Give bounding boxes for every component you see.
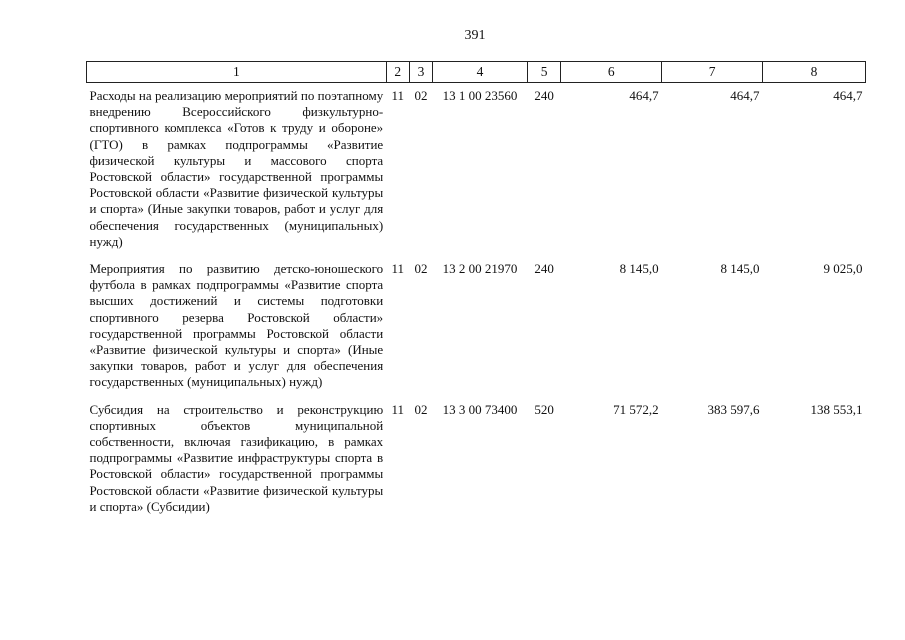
- amount-col7: 8 145,0: [720, 261, 760, 277]
- row-description: Субсидия на строительство и реконструкцию спортивных объектов муниципальной собственности, включая газификацию, в рамках подпрограммы «Развитие инфраструктуры спорта в Ростовской области» государственной программы Ростовской области «Развитие физической культуры и спорта» (Субсидии): [89, 401, 384, 514]
- amount-col8: 9 025,0: [823, 261, 863, 277]
- row-description: Расходы на реализацию мероприятий по поэтапному внедрению Всероссийского физкультурно-спортивного комплекса «Готов к труду и обороне» (ГТО) в рамках подпрограммы «Развитие физической культуры и массового спорта Ростовской области» государственной программы Ростовской области «Развитие физической культуры и спорта» (Иные закупки товаров, работ и услуг для обеспечения государственных (муниципальных) нужд): [89, 88, 384, 249]
- column-header-3: 3: [409, 62, 432, 83]
- section-code: 11: [391, 401, 405, 417]
- amount-col8: 138 553,1: [810, 401, 863, 417]
- subsection-code: 02: [414, 261, 428, 277]
- expense-type-code: 240: [534, 261, 554, 277]
- expense-type-code: 240: [534, 88, 554, 103]
- column-header-8: 8: [763, 62, 866, 83]
- amount-col6: 464,7: [629, 88, 659, 103]
- column-header-7: 7: [662, 62, 763, 83]
- amount-col8: 464,7: [833, 88, 863, 103]
- section-code: 11: [391, 88, 405, 103]
- amount-col7: 464,7: [730, 88, 760, 103]
- column-header-6: 6: [561, 62, 662, 83]
- page-number: 391: [464, 28, 486, 43]
- table-row: [87, 83, 866, 257]
- table-row: [87, 397, 866, 521]
- column-header-5: 5: [527, 62, 560, 83]
- target-article-code: 13 2 00 21970: [442, 261, 518, 277]
- budget-table: [86, 61, 866, 521]
- subsection-code: 02: [414, 88, 428, 103]
- amount-col6: 71 572,2: [613, 401, 659, 417]
- column-header-1: 1: [87, 62, 387, 83]
- column-header-2: 2: [386, 62, 409, 83]
- table-row: [87, 256, 866, 397]
- amount-col6: 8 145,0: [619, 261, 659, 277]
- amount-col7: 383 597,6: [707, 401, 760, 417]
- row-description: Мероприятия по развитию детско-юношеского футбола в рамках подпрограммы «Развитие спорта высших достижений и системы подготовки спортивного резерва Ростовской области» государственной программы Ростовской области «Развитие физической культуры и спорта» (Иные закупки товаров, работ и услуг для обеспечения государственных (муниципальных) нужд): [89, 261, 384, 390]
- header-row: [87, 62, 866, 83]
- expense-type-code: 520: [534, 401, 554, 417]
- target-article-code: 13 1 00 23560: [442, 88, 518, 103]
- section-code: 11: [391, 261, 405, 277]
- column-header-4: 4: [433, 62, 528, 83]
- subsection-code: 02: [414, 401, 428, 417]
- target-article-code: 13 3 00 73400: [442, 401, 518, 417]
